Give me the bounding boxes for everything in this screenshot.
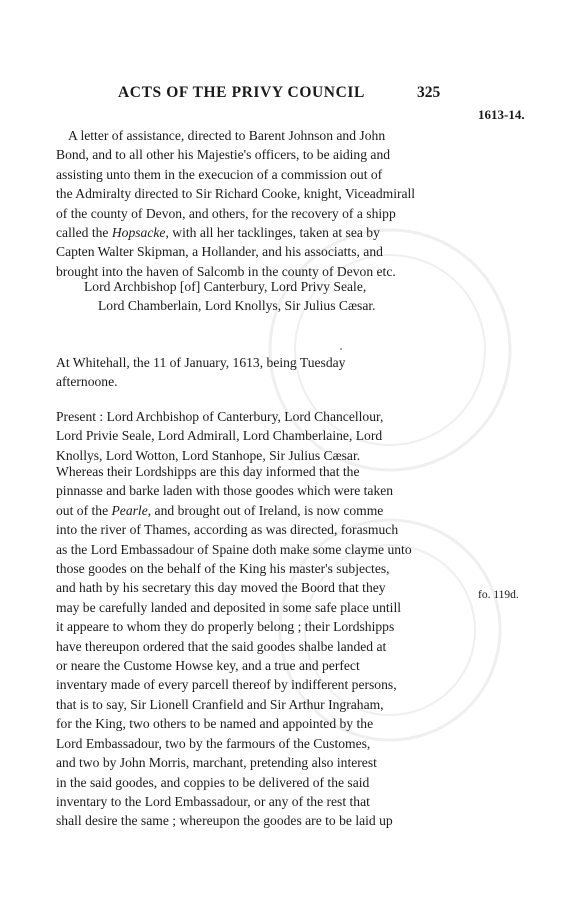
whereas-line: it appeare to whom they do properly belong ; their Lordshipps [56, 619, 395, 635]
page-number: 325 [417, 84, 441, 101]
present-line: Present : Lord Archbishop of Canterbury, Lord Chancellour, [56, 409, 384, 424]
margin-year-note: 1613-14. [478, 107, 525, 122]
whereas-line: have thereupon ordered that the said goodes shalbe landed at [56, 638, 387, 654]
letter-line [56, 223, 466, 242]
present-line: Knollys, Lord Wotton, Lord Stanhope, Sir Julius Cæsar. [56, 447, 361, 463]
ship-name: Hopsacke [111, 225, 166, 241]
whereas-line: inventary to the Lord Embassadour, or any of the rest that [56, 793, 370, 809]
whereas-text: out of the [56, 502, 112, 518]
whereas-line: shall desire the same ; whereupon the goodes are to be laid up [56, 813, 393, 829]
letter-line: A letter of assistance, directed to Barent Johnson and John [68, 128, 386, 143]
signatory-line: Lord Archbishop [of] Canterbury, Lord Privy Seale, [84, 279, 367, 294]
letter-paragraph [56, 126, 466, 281]
stray-mark [340, 348, 342, 350]
signatory-line: Lord Chamberlain, Lord Knollys, Sir Julius Cæsar. [98, 298, 376, 314]
present-line: Lord Privie Seale, Lord Admirall, Lord Chamberlaine, Lord [56, 428, 383, 444]
whereas-line: as the Lord Embassadour of Spaine doth make some clayme unto [56, 541, 412, 557]
letter-line: assisting unto them in the execucion of a commission out of [56, 166, 383, 182]
meeting-line: afternoone. [56, 374, 118, 390]
letter-line: the Admiralty directed to Sir Richard Cooke, knight, Viceadmirall [56, 186, 416, 202]
whereas-text: , and brought out of Ireland, is now comme [147, 502, 384, 518]
meeting-heading [56, 353, 466, 392]
letter-line: Bond, and to all other his Majestie's officers, to be aiding and [56, 147, 391, 163]
whereas-line: pinnasse and barke laden with those goodes which were taken [56, 483, 394, 499]
letter-text: called the [56, 225, 112, 241]
whereas-line: in the said goodes, and coppies to be delivered of the said [56, 774, 370, 790]
whereas-line: Whereas their Lordshipps are this day informed that the [56, 464, 360, 479]
whereas-line: inventary made of every parcell thereof by indifferent persons, [56, 677, 397, 693]
whereas-line: that is to say, Sir Lionell Cranfield and Sir Arthur Ingraham, [56, 696, 384, 712]
whereas-line: may be carefully landed and deposited in some safe place untill [56, 599, 402, 615]
whereas-line [56, 501, 466, 520]
whereas-line: and two by John Morris, marchant, pretending also interest [56, 755, 377, 771]
meeting-line: At Whitehall, the 11 of January, 1613, being Tuesday [56, 355, 346, 370]
letter-line: Capten Walter Skipman, a Hollander, and his associatts, and [56, 244, 383, 260]
letter-line: of the county of Devon, and others, for the recovery of a shipp [56, 205, 396, 221]
whereas-line: those goodes on the behalf of the King his master's subjectes, [56, 561, 390, 577]
whereas-line: into the river of Thames, according as was directed, forasmuch [56, 522, 399, 538]
signatories [56, 277, 466, 316]
whereas-line: for the King, two others to be named and appointed by the [56, 716, 374, 732]
running-header-title: ACTS OF THE PRIVY COUNCIL [118, 84, 365, 101]
whereas-line: or neare the Custome Howse key, and a true and perfect [56, 658, 360, 674]
letter-text: , with all her tacklinges, taken at sea by [165, 225, 380, 241]
ship-name: Pearle [111, 502, 148, 518]
margin-folio-note: fo. 119d. [478, 589, 519, 601]
whereas-line: and hath by his secretary this day moved the Boord that they [56, 580, 386, 596]
whereas-paragraph [56, 462, 466, 831]
letter-line: brought into the haven of Salcomb in the county of Devon etc. [56, 263, 396, 279]
whereas-line: Lord Embassadour, two by the farmours of the Customes, [56, 735, 371, 751]
present-list [56, 407, 466, 465]
